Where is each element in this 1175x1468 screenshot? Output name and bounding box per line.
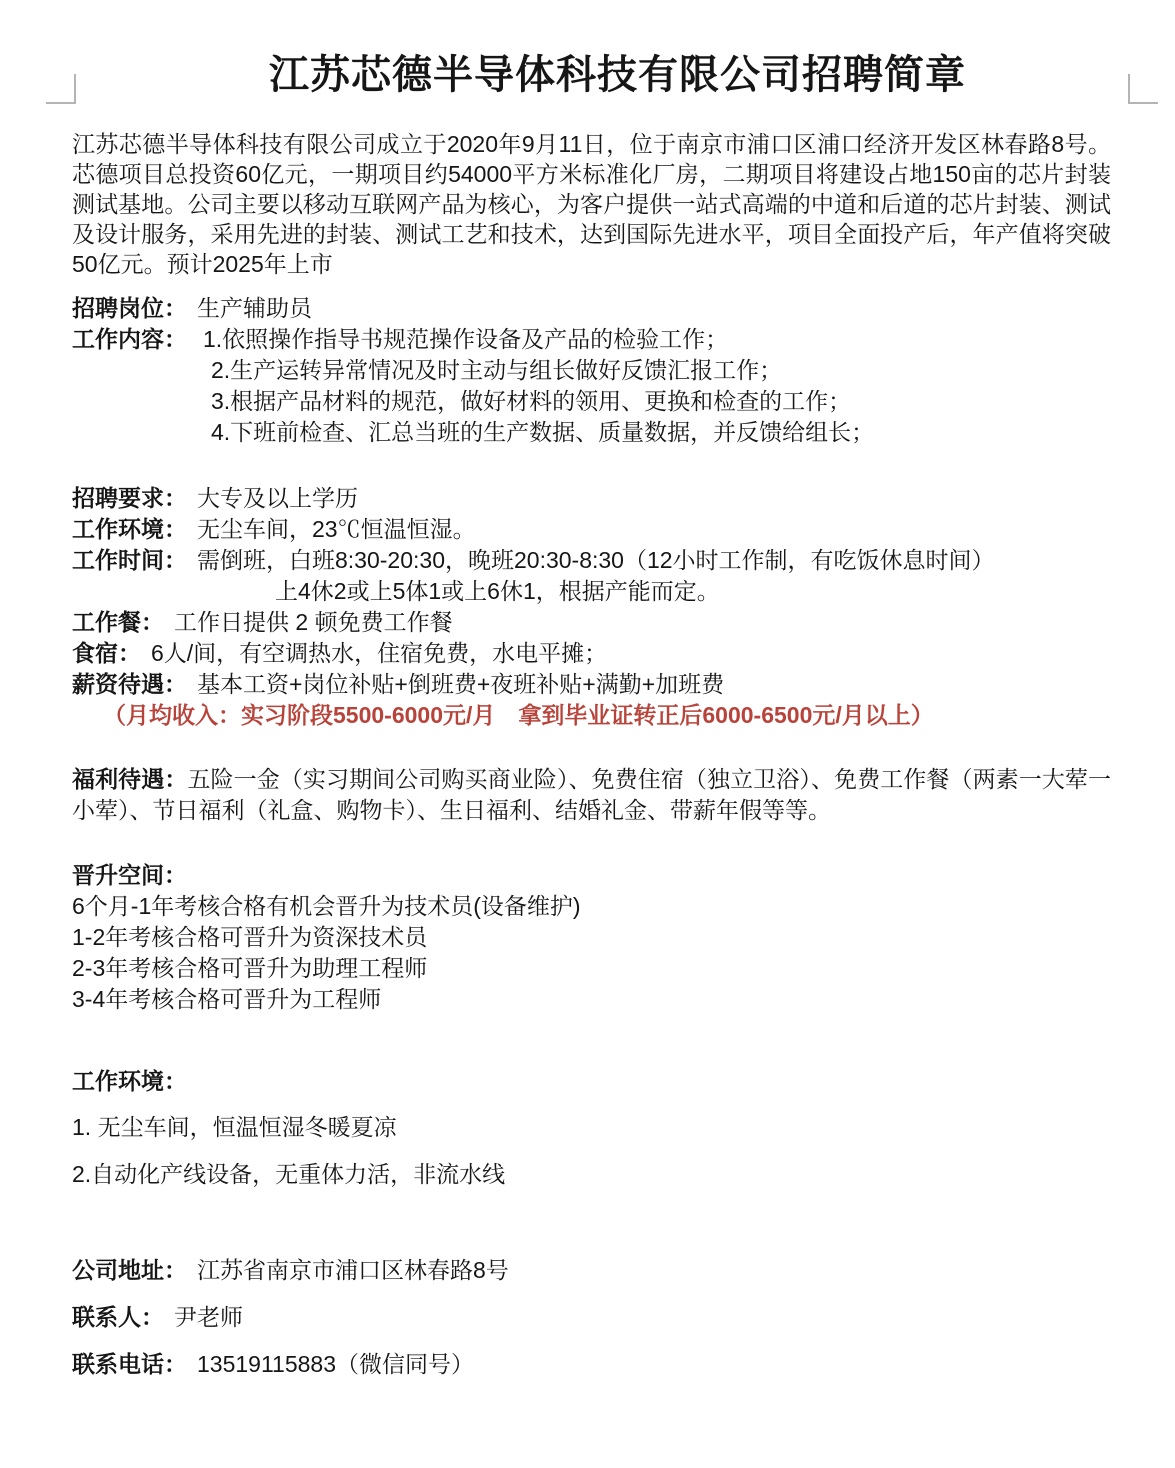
contact-label: 联系人： bbox=[72, 1304, 164, 1330]
crop-mark-top-right bbox=[1128, 74, 1158, 104]
work-environment-item-2: 2.自动化产线设备，无重体力活，非流水线 bbox=[72, 1161, 506, 1187]
hours-value: 需倒班，白班8:30-20:30，晚班20:30-8:30（12小时工作制，有吃饭休息时间） bbox=[197, 547, 995, 573]
duty-item-1: 1.依照操作指导书规范操作设备及产品的检验工作； bbox=[203, 326, 729, 352]
address-value: 江苏省南京市浦口区林春路8号 bbox=[197, 1257, 509, 1283]
benefits-label: 福利待遇： bbox=[72, 766, 188, 792]
meals-value: 工作日提供 2 顿免费工作餐 bbox=[174, 609, 453, 635]
section-work-environment bbox=[72, 1066, 1111, 1190]
meals-label: 工作餐： bbox=[72, 609, 164, 635]
position-label: 招聘岗位： bbox=[72, 295, 187, 321]
document-body bbox=[0, 52, 1175, 1380]
duty-item-2: 2.生产运转异常情况及时主动与组长做好反馈汇报工作； bbox=[211, 357, 783, 383]
row-environment bbox=[72, 514, 1111, 545]
duties-label: 工作内容： bbox=[72, 326, 187, 352]
duty-item-4: 4.下班前检查、汇总当班的生产数据、质量数据，并反馈给组长； bbox=[211, 419, 875, 445]
row-contact bbox=[72, 1302, 1111, 1333]
intro-paragraph: 江苏芯德半导体科技有限公司成立于2020年9月11日，位于南京市浦口区浦口经济开发区林春路8号。芯德项目总投资60亿元，一期项目约54000平方米标准化厂房，二期项目将建设占地150亩的芯片封装测试基地。公司主要以移动互联网产品为核心，为客户提供一站式高端的中道和后道的芯片封装、测试及设计服务，采用先进的封装、测试工艺和技术，达到国际先进水平，项目全面投产后，年产值将突破50亿元。预计2025年上市 bbox=[72, 131, 1111, 277]
contact-value: 尹老师 bbox=[174, 1304, 243, 1330]
work-environment-item-1: 1. 无尘车间，恒温恒湿冬暖夏凉 bbox=[72, 1114, 397, 1140]
environment-value: 无尘车间，23℃恒温恒湿。 bbox=[197, 516, 476, 542]
row-position bbox=[72, 293, 1111, 324]
row-hours bbox=[72, 545, 1111, 576]
section-promotion bbox=[72, 860, 1111, 1015]
promotion-item-2: 1-2年考核合格可晋升为资深技术员 bbox=[72, 924, 428, 950]
page-title: 江苏芯德半导体科技有限公司招聘简章 bbox=[269, 53, 966, 97]
requirements-value: 大专及以上学历 bbox=[197, 485, 358, 511]
phone-value: 13519115883（微信同号） bbox=[197, 1351, 474, 1377]
salary-highlight: （月均收入：实习阶段5500-6000元/月 拿到毕业证转正后6000-6500元/月以上） bbox=[103, 702, 934, 728]
crop-mark-top-left bbox=[46, 74, 76, 104]
promotion-item-1: 6个月-1年考核合格有机会晋升为技术员(设备维护) bbox=[72, 893, 581, 919]
lodging-label: 食宿： bbox=[72, 640, 141, 666]
salary-label: 薪资待遇： bbox=[72, 671, 187, 697]
promotion-item-4: 3-4年考核合格可晋升为工程师 bbox=[72, 986, 382, 1012]
environment-label: 工作环境： bbox=[72, 516, 187, 542]
hours-value-line2: 上4休2或上5体1或上6休1，根据产能而定。 bbox=[275, 578, 720, 604]
row-lodging bbox=[72, 638, 1111, 669]
duty-item-3: 3.根据产品材料的规范，做好材料的领用、更换和检查的工作； bbox=[211, 388, 852, 414]
row-meals bbox=[72, 607, 1111, 638]
hours-label: 工作时间： bbox=[72, 547, 187, 573]
promotion-item-3: 2-3年考核合格可晋升为助理工程师 bbox=[72, 955, 428, 981]
lodging-value: 6人/间，有空调热水，住宿免费，水电平摊； bbox=[151, 640, 608, 666]
section-conditions bbox=[72, 483, 1111, 731]
row-salary bbox=[72, 669, 1111, 700]
work-environment-label: 工作环境： bbox=[72, 1068, 187, 1094]
section-duties bbox=[72, 324, 1111, 448]
benefits-paragraph bbox=[72, 764, 1111, 826]
position-value: 生产辅助员 bbox=[197, 295, 312, 321]
phone-label: 联系电话： bbox=[72, 1351, 187, 1377]
benefits-value: 五险一金（实习期间公司购买商业险）、免费住宿（独立卫浴）、免费工作餐（两素一大荤一小荤）、节日福利（礼盒、购物卡）、生日福利、结婚礼金、带薪年假等等。 bbox=[72, 766, 1112, 823]
address-label: 公司地址： bbox=[72, 1257, 187, 1283]
requirements-label: 招聘要求： bbox=[72, 485, 187, 511]
promotion-label: 晋升空间： bbox=[72, 862, 187, 888]
row-duties bbox=[72, 324, 1111, 355]
row-phone bbox=[72, 1349, 1111, 1380]
salary-value: 基本工资+岗位补贴+倒班费+夜班补贴+满勤+加班费 bbox=[197, 671, 725, 697]
row-requirements bbox=[72, 483, 1111, 514]
row-address bbox=[72, 1255, 1111, 1286]
